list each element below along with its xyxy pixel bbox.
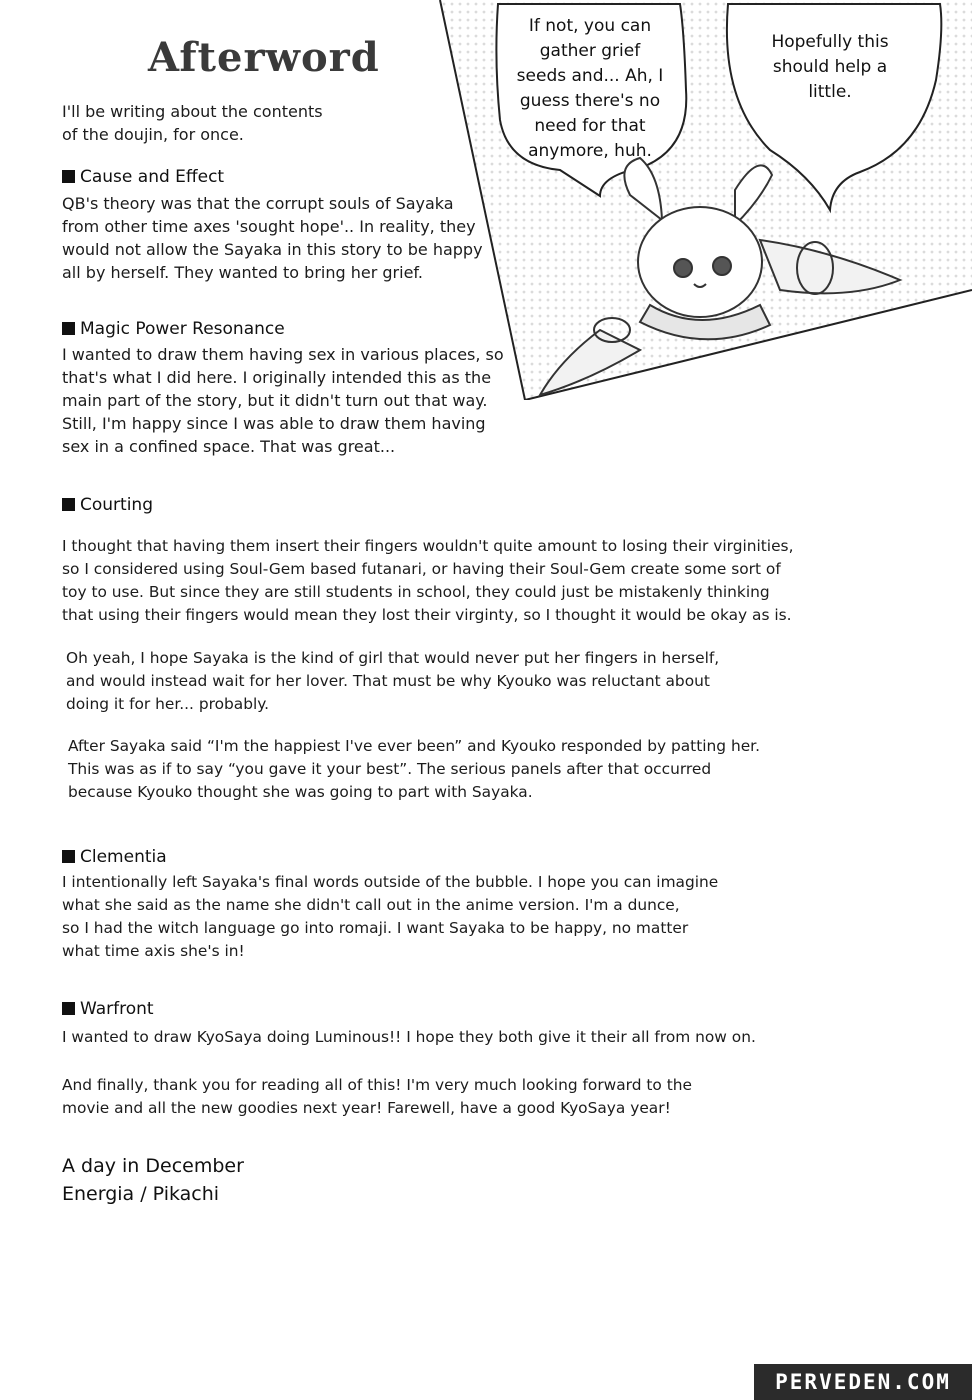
section-heading-magic-power-resonance: Magic Power Resonance [62, 318, 285, 340]
speech-bubble-left-text: If not, you can gather grief seeds and... Ah, I guess there's no need for that anymore, huh. [516, 16, 664, 161]
courting-paragraph-3: After Sayaka said “I'm the happiest I've ever been” and Kyouko responded by patting her. This was as if to say “you gave it your best”. The serious panels after that occurred because Kyouko thought she was going to part with Sayaka. [68, 737, 760, 801]
intro-paragraph: I'll be writing about the contents of the doujin, for once. [62, 102, 323, 144]
section-heading-courting: Courting [62, 494, 153, 516]
clementia-paragraph: I intentionally left Sayaka's final words outside of the bubble. I hope you can imagine what she said as the name she didn't call out in the anime version. I'm a dunce, so I had the witch language go into romaji. I want Sayaka to be happy, no matter what time axis she's in! [62, 873, 719, 960]
signoff-author: Energia / Pikachi [62, 1183, 220, 1205]
watermark: PERVEDEN.COM [754, 1364, 972, 1400]
cause-and-effect-paragraph: QB's theory was that the corrupt souls of Sayaka from other time axes 'sought hope'.. In reality, they would not allow the Sayaka in this story to be happy all by herself. They wanted to bring her grief. [62, 194, 483, 282]
speech-bubble-right-text: Hopefully this should help a little. [771, 32, 889, 102]
courting-paragraph-2: Oh yeah, I hope Sayaka is the kind of girl that would never put her fingers in herself, and would instead wait for her lover. That must be why Kyouko was reluctant about doing it for her... probably. [66, 649, 720, 713]
section-heading-cause-and-effect: Cause and Effect [62, 166, 224, 188]
courting-paragraph-1: I thought that having them insert their fingers wouldn't quite amount to losing their virginities, so I considered using Soul-Gem based futanari, or having their Soul-Gem create some sort of toy to use. But since they are still students in school, they could just be mistakenly thinking that using their fingers would mean they lost their virginty, so I thought it would be okay as is. [62, 537, 794, 624]
section-heading-clementia: Clementia [62, 846, 167, 868]
mascot-head [638, 207, 762, 317]
mascot-eye-right [713, 257, 731, 275]
square-bullet-icon [62, 1002, 75, 1015]
square-bullet-icon [62, 850, 75, 863]
magic-power-resonance-paragraph: I wanted to draw them having sex in various places, so that's what I did here. I originally intended this as the main part of the story, but it didn't turn out that way. Still, I'm happy since I was able to draw them having sex in a confined space. That was great... [62, 345, 504, 456]
closing-paragraph: And finally, thank you for reading all of this! I'm very much looking forward to the movie and all the new goodies next year! Farewell, have a good KyoSaya year! [62, 1076, 693, 1117]
square-bullet-icon [62, 498, 75, 511]
signoff-date: A day in December [62, 1155, 244, 1177]
mascot-eye-left [674, 259, 692, 277]
warfront-paragraph: I wanted to draw KyoSaya doing Luminous!! I hope they both give it their all from now on. [62, 1028, 756, 1046]
page-title: Afterword [148, 34, 380, 81]
section-heading-warfront: Warfront [62, 998, 154, 1020]
